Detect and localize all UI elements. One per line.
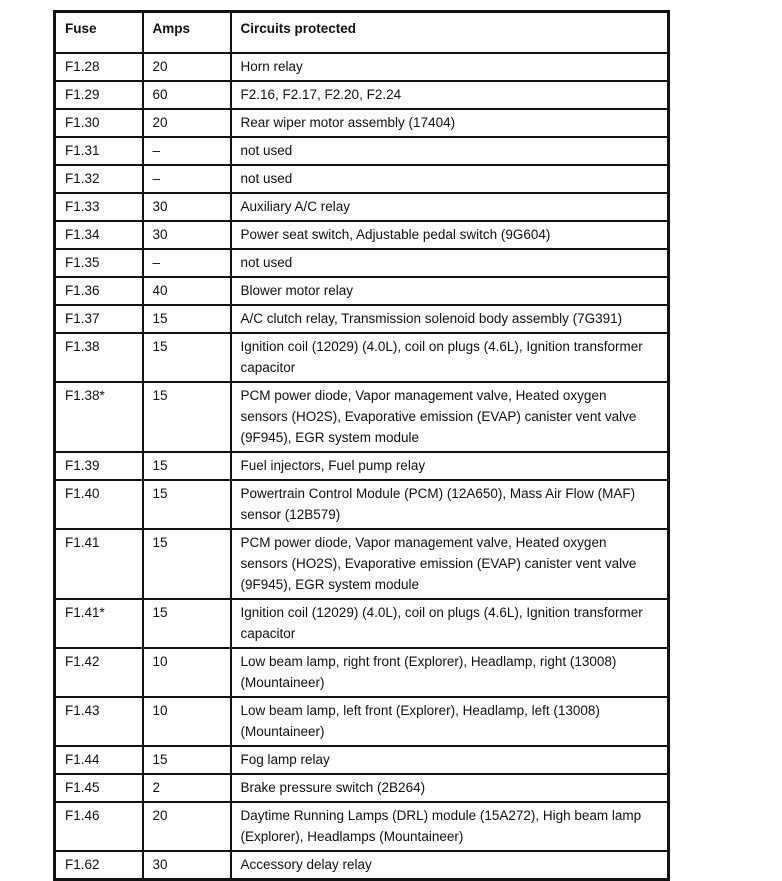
amps-cell: 15 [143,746,231,774]
table-row [55,333,669,382]
circuits-cell: Horn relay [231,53,669,81]
table-row [55,53,669,81]
amps-cell: 30 [143,193,231,221]
amps-cell: 2 [143,774,231,802]
circuits-cell: Fog lamp relay [231,746,669,774]
table-row [55,249,669,277]
circuits-cell: Brake pressure switch (2B264) [231,774,669,802]
table-row [55,599,669,648]
header-row [55,12,669,54]
table-row [55,193,669,221]
amps-cell: – [143,249,231,277]
fuse-cell: F1.32 [55,165,143,193]
fuse-cell: F1.45 [55,774,143,802]
circuits-cell: Low beam lamp, right front (Explorer), Headlamp, right (13008) (Mountaineer) [231,648,669,697]
amps-cell: 10 [143,697,231,746]
table-row [55,81,669,109]
table-row [55,109,669,137]
fuse-cell: F1.41 [55,529,143,599]
table-row [55,746,669,774]
circuits-cell: not used [231,249,669,277]
circuits-cell: PCM power diode, Vapor management valve, Heated oxygen sensors (HO2S), Evaporative emission (EVAP) canister vent valve (9F945), EGR system module [231,529,669,599]
circuits-cell: Powertrain Control Module (PCM) (12A650), Mass Air Flow (MAF) sensor (12B579) [231,480,669,529]
fuse-cell: F1.41* [55,599,143,648]
table-row [55,697,669,746]
table-row [55,382,669,452]
circuits-cell: Accessory delay relay [231,851,669,880]
circuits-cell: Low beam lamp, left front (Explorer), Headlamp, left (13008) (Mountaineer) [231,697,669,746]
amps-cell: 40 [143,277,231,305]
column-header-circuits: Circuits protected [231,12,669,54]
circuits-cell: A/C clutch relay, Transmission solenoid body assembly (7G391) [231,305,669,333]
circuits-cell: Blower motor relay [231,277,669,305]
amps-cell: – [143,165,231,193]
table-row [55,277,669,305]
table-row [55,480,669,529]
fuse-cell: F1.39 [55,452,143,480]
amps-cell: 20 [143,53,231,81]
fuse-cell: F1.34 [55,221,143,249]
circuits-cell: Power seat switch, Adjustable pedal switch (9G604) [231,221,669,249]
circuits-cell: Daytime Running Lamps (DRL) module (15A272), High beam lamp (Explorer), Headlamps (Mountaineer) [231,802,669,851]
fuse-cell: F1.40 [55,480,143,529]
fuse-cell: F1.37 [55,305,143,333]
table-row [55,802,669,851]
fuse-cell: F1.44 [55,746,143,774]
amps-cell: 15 [143,480,231,529]
column-header-fuse: Fuse [55,12,143,54]
table-row [55,221,669,249]
fuse-cell: F1.31 [55,137,143,165]
amps-cell: 15 [143,529,231,599]
fuse-cell: F1.35 [55,249,143,277]
fuse-cell: F1.33 [55,193,143,221]
amps-cell: – [143,137,231,165]
circuits-cell: not used [231,165,669,193]
fuse-cell: F1.46 [55,802,143,851]
fuse-cell: F1.30 [55,109,143,137]
amps-cell: 15 [143,599,231,648]
amps-cell: 30 [143,851,231,880]
amps-cell: 15 [143,333,231,382]
table-row [55,452,669,480]
circuits-cell: Auxiliary A/C relay [231,193,669,221]
circuits-cell: PCM power diode, Vapor management valve, Heated oxygen sensors (HO2S), Evaporative emission (EVAP) canister vent valve (9F945), EGR system module [231,382,669,452]
column-header-amps: Amps [143,12,231,54]
amps-cell: 10 [143,648,231,697]
circuits-cell: Fuel injectors, Fuel pump relay [231,452,669,480]
fuse-cell: F1.43 [55,697,143,746]
circuits-cell: F2.16, F2.17, F2.20, F2.24 [231,81,669,109]
circuits-cell: Ignition coil (12029) (4.0L), coil on plugs (4.6L), Ignition transformer capacitor [231,599,669,648]
amps-cell: 15 [143,305,231,333]
amps-cell: 15 [143,452,231,480]
fuse-cell: F1.42 [55,648,143,697]
fuse-cell: F1.38 [55,333,143,382]
fuse-table-body [55,53,669,880]
fuse-table [53,10,670,881]
fuse-cell: F1.62 [55,851,143,880]
circuits-cell: Ignition coil (12029) (4.0L), coil on plugs (4.6L), Ignition transformer capacitor [231,333,669,382]
fuse-cell: F1.38* [55,382,143,452]
amps-cell: 20 [143,109,231,137]
amps-cell: 15 [143,382,231,452]
table-row [55,774,669,802]
table-row [55,851,669,880]
table-row [55,305,669,333]
table-row [55,648,669,697]
circuits-cell: Rear wiper motor assembly (17404) [231,109,669,137]
fuse-cell: F1.28 [55,53,143,81]
amps-cell: 30 [143,221,231,249]
amps-cell: 60 [143,81,231,109]
amps-cell: 20 [143,802,231,851]
table-row [55,137,669,165]
fuse-cell: F1.36 [55,277,143,305]
fuse-cell: F1.29 [55,81,143,109]
table-row [55,165,669,193]
circuits-cell: not used [231,137,669,165]
table-row [55,529,669,599]
